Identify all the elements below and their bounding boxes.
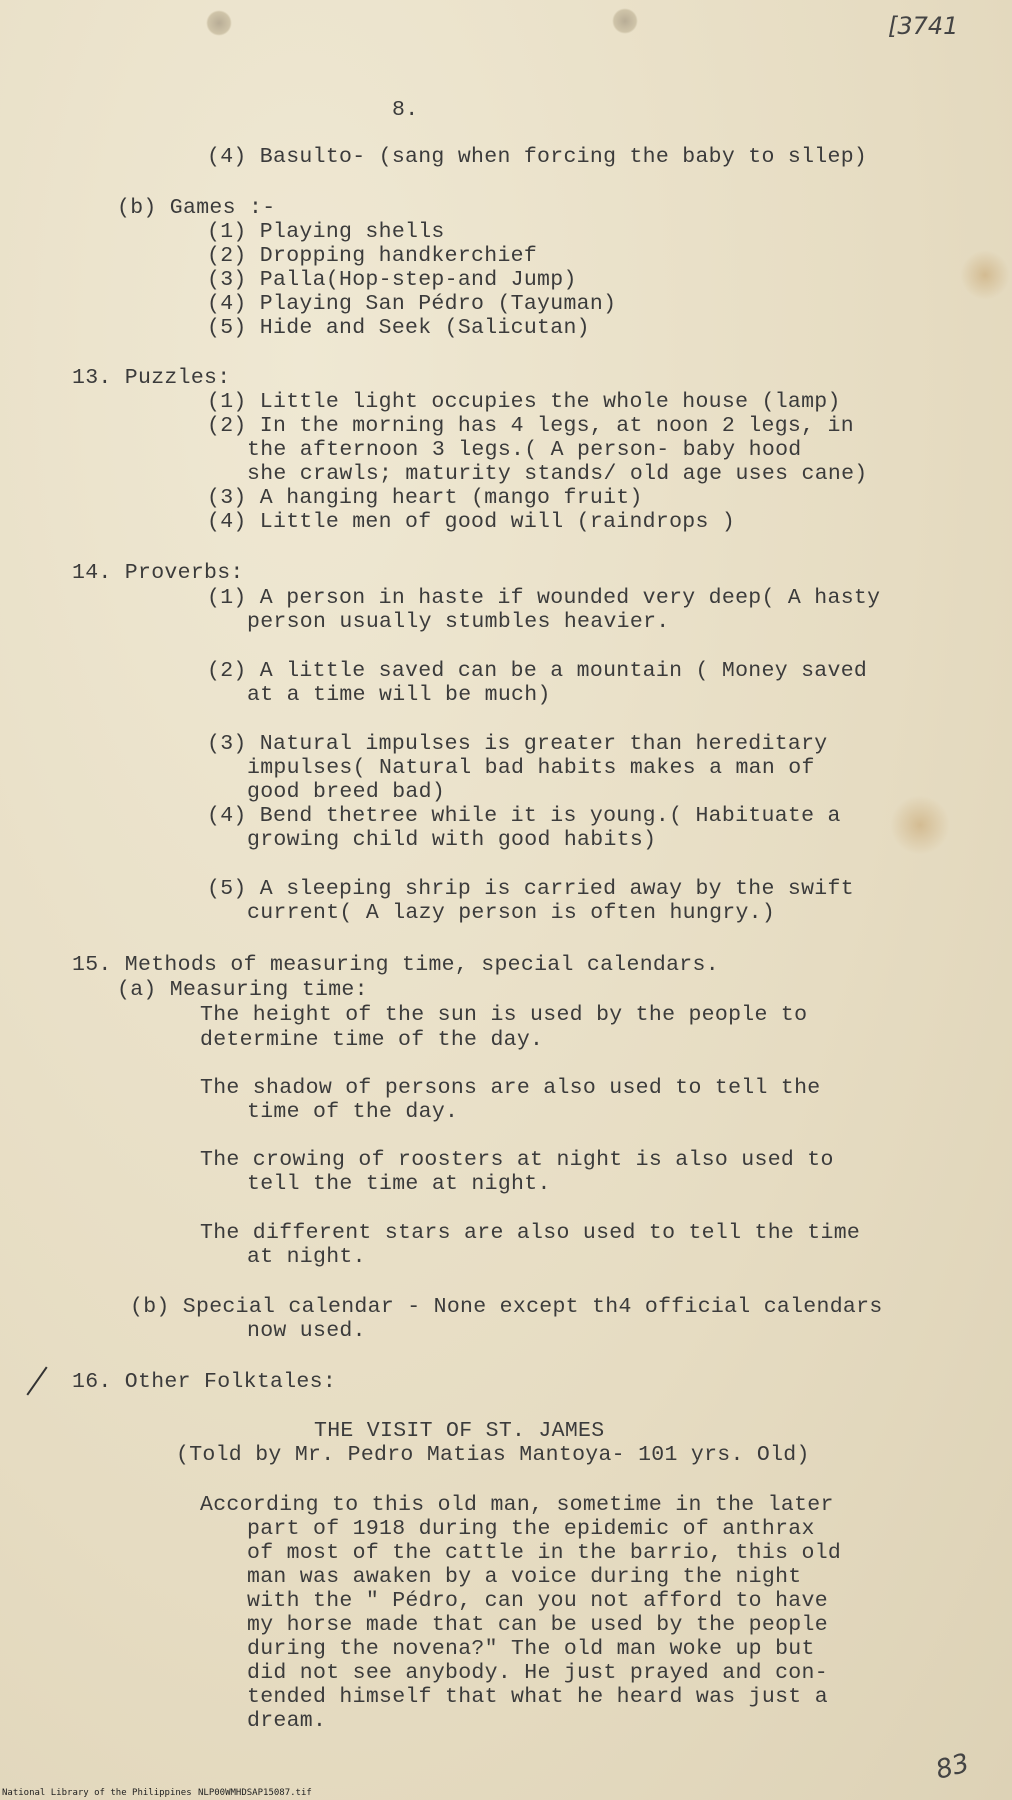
text-line: (b) Special calendar - None except th4 official calendars xyxy=(130,1295,883,1319)
text-line: (3) Natural impulses is greater than hereditary xyxy=(207,732,828,756)
text-line: growing child with good habits) xyxy=(247,828,657,852)
text-line: of most of the cattle in the barrio, this old xyxy=(247,1541,842,1565)
text-line: The height of the sun is used by the people to xyxy=(200,1003,808,1027)
text-line: (4) Basulto- (sang when forcing the baby to sllep) xyxy=(207,145,868,169)
text-line: (4) Bend thetree while it is young.( Habituate a xyxy=(207,804,841,828)
text-line: time of the day. xyxy=(247,1100,459,1124)
text-line: tell the time at night. xyxy=(247,1172,551,1196)
section-heading: 13. Puzzles: xyxy=(72,366,231,390)
archive-reference: [3741 xyxy=(888,12,959,40)
punch-hole-right xyxy=(612,8,638,34)
footer-file-name: NLP00WMHDSAP15087.tif xyxy=(198,1788,312,1798)
text-line: (4) Little men of good will (raindrops ) xyxy=(207,510,736,534)
text-line: (a) Measuring time: xyxy=(117,978,368,1002)
text-line: (3) A hanging heart (mango fruit) xyxy=(207,486,643,510)
text-line: now used. xyxy=(247,1319,366,1343)
handwritten-page-number: 83 xyxy=(932,1748,973,1786)
text-line: impulses( Natural bad habits makes a man of xyxy=(247,756,815,780)
text-line: (4) Playing San Pédro (Tayuman) xyxy=(207,292,617,316)
text-line: (5) Hide and Seek (Salicutan) xyxy=(207,316,590,340)
section-heading: 15. Methods of measuring time, special calendars. xyxy=(72,953,719,977)
text-line: The crowing of roosters at night is also used to xyxy=(200,1148,834,1172)
text-line: my horse made that can be used by the people xyxy=(247,1613,828,1637)
page-number: 8. xyxy=(392,98,419,122)
story-title: THE VISIT OF ST. JAMES xyxy=(314,1419,605,1443)
text-line: tended himself that what he heard was just a xyxy=(247,1685,828,1709)
text-line: (5) A sleeping shrip is carried away by the swift xyxy=(207,877,854,901)
punch-hole-left xyxy=(206,10,232,36)
text-line: The different stars are also used to tell the time xyxy=(200,1221,861,1245)
text-line: person usually stumbles heavier. xyxy=(247,610,670,634)
text-line: man was awaken by a voice during the night xyxy=(247,1565,802,1589)
section-heading: (b) Games :- xyxy=(117,196,276,220)
text-line: (2) Dropping handkerchief xyxy=(207,244,538,268)
text-line: did not see anybody. He just prayed and con- xyxy=(247,1661,828,1685)
text-line: the afternoon 3 legs.( A person- baby hood xyxy=(247,438,802,462)
text-line: (3) Palla(Hop-step-and Jump) xyxy=(207,268,577,292)
stain-mark xyxy=(960,250,1010,300)
handwritten-slash-mark xyxy=(26,1367,47,1396)
text-line: current( A lazy person is often hungry.) xyxy=(247,901,776,925)
text-line: she crawls; maturity stands/ old age uses cane) xyxy=(247,462,868,486)
story-subtitle: (Told by Mr. Pedro Matias Mantoya- 101 yrs. Old) xyxy=(176,1443,810,1467)
text-line: dream. xyxy=(247,1709,327,1733)
text-line: with the " Pédro, can you not afford to have xyxy=(247,1589,828,1613)
section-heading: 16. Other Folktales: xyxy=(72,1370,337,1394)
stain-mark xyxy=(890,795,950,855)
text-line: at night. xyxy=(247,1245,366,1269)
text-line: part of 1918 during the epidemic of anthrax xyxy=(247,1517,815,1541)
text-line: (1) Playing shells xyxy=(207,220,445,244)
text-line: The shadow of persons are also used to tell the xyxy=(200,1076,821,1100)
text-line: According to this old man, sometime in the later xyxy=(200,1493,834,1517)
text-line: good breed bad) xyxy=(247,780,446,804)
text-line: (1) Little light occupies the whole house (lamp) xyxy=(207,390,841,414)
text-line: (1) A person in haste if wounded very deep( A hasty xyxy=(207,586,881,610)
section-heading: 14. Proverbs: xyxy=(72,561,244,585)
text-line: (2) A little saved can be a mountain ( Money saved xyxy=(207,659,868,683)
text-line: during the novena?" The old man woke up but xyxy=(247,1637,815,1661)
text-line: determine time of the day. xyxy=(200,1028,544,1052)
text-line: (2) In the morning has 4 legs, at noon 2 legs, in xyxy=(207,414,854,438)
footer-library-name: National Library of the Philippines xyxy=(2,1788,192,1798)
text-line: at a time will be much) xyxy=(247,683,551,707)
